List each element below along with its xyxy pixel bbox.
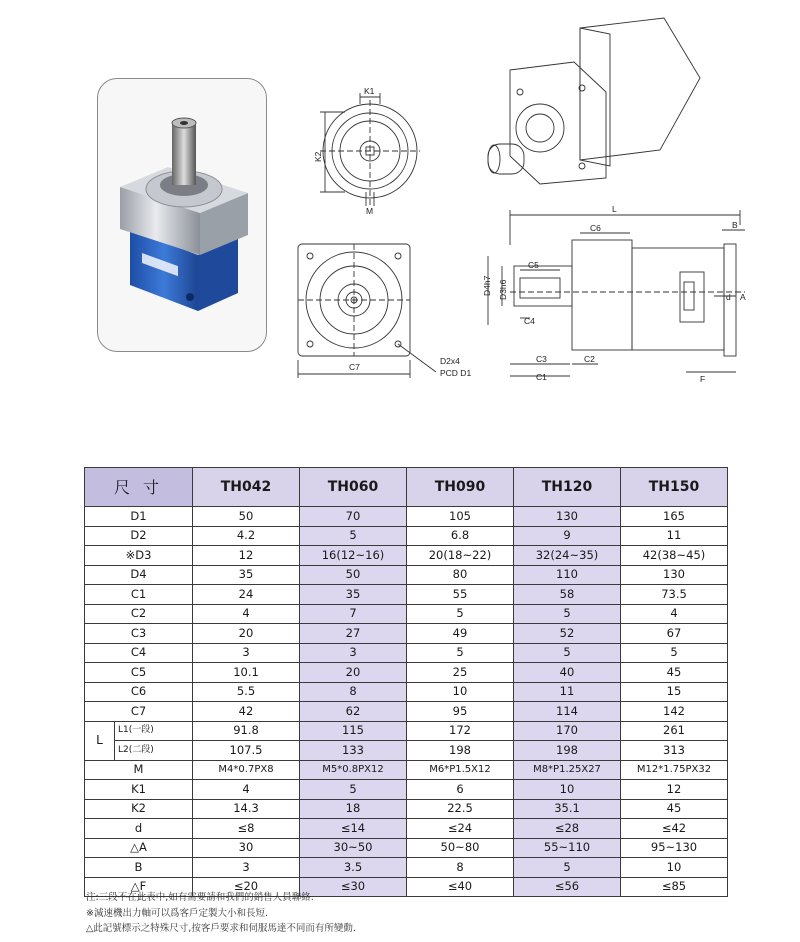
table-cell: 10 [514,780,621,800]
table-cell: 3 [193,858,300,878]
table-cell: 12 [621,780,728,800]
row-label: C6 [85,682,193,702]
label-c4: C4 [524,316,535,326]
table-cell: 198 [407,741,514,761]
table-cell: 16(12~16) [300,546,407,566]
table-row [85,780,728,800]
table-cell: 5 [407,643,514,663]
table-cell: 9 [514,526,621,546]
table-row [85,643,728,663]
footnote: 注:三段不在此表中,如有需要請和我們的銷售人員聯絡. [86,892,314,903]
table-cell: 198 [514,741,621,761]
table-cell: 70 [300,507,407,527]
table-row [85,838,728,858]
table-cell: 5 [514,643,621,663]
table-row [85,682,728,702]
table-cell: 12 [193,546,300,566]
label-d2x4: D2x4 [440,356,460,366]
table-cell: 55~110 [514,838,621,858]
table-cell: M5*0.8PX12 [300,760,407,780]
table-cell: 4 [621,604,728,624]
label-c7: C7 [349,362,360,372]
spec-table-body [85,507,728,897]
row-label: K2 [85,799,193,819]
table-cell: 172 [407,721,514,741]
table-cell: 130 [514,507,621,527]
input-flange-view [298,244,436,378]
table-cell: 5 [300,526,407,546]
footnotes [86,890,356,937]
table-cell: 18 [300,799,407,819]
table-cell: ≤85 [621,877,728,897]
row-label: ※D3 [85,546,193,566]
table-cell: 5 [300,780,407,800]
row-label: C2 [85,604,193,624]
model-header: TH120 [514,468,621,507]
table-cell: 73.5 [621,585,728,605]
table-cell: 95~130 [621,838,728,858]
row-sublabel: L2(二段) [115,741,193,761]
table-cell: ≤30 [300,877,407,897]
output-flange-view [320,93,420,206]
table-cell: 22.5 [407,799,514,819]
table-cell: 5.5 [193,682,300,702]
table-cell: 14.3 [193,799,300,819]
table-cell: 261 [621,721,728,741]
table-cell: 35 [193,565,300,585]
model-header: TH042 [193,468,300,507]
table-cell: 24 [193,585,300,605]
table-cell: 6.8 [407,526,514,546]
table-cell: 6 [407,780,514,800]
table-cell: ≤40 [407,877,514,897]
label-c3: C3 [536,354,547,364]
table-cell: 313 [621,741,728,761]
table-cell: 30 [193,838,300,858]
table-cell: 11 [621,526,728,546]
label-k2: K2 [313,151,323,162]
table-cell: 7 [300,604,407,624]
table-cell: 80 [407,565,514,585]
table-cell: 95 [407,702,514,722]
table-cell: ≤8 [193,819,300,839]
table-cell: 3 [193,643,300,663]
table-cell: M4*0.7PX8 [193,760,300,780]
row-label: △A [85,838,193,858]
table-cell: 11 [514,682,621,702]
table-cell: 45 [621,663,728,683]
table-cell: 4 [193,780,300,800]
row-label: C5 [85,663,193,683]
row-label: B [85,858,193,878]
table-row [85,858,728,878]
row-sublabel: L1(一段) [115,721,193,741]
model-header: TH150 [621,468,728,507]
row-label: D4 [85,565,193,585]
label-l: L [612,204,617,214]
table-cell: 142 [621,702,728,722]
table-cell: 50 [300,565,407,585]
table-cell: 3.5 [300,858,407,878]
table-cell: 110 [514,565,621,585]
label-m: M [366,206,374,216]
table-cell: ≤20 [193,877,300,897]
footnote: △此記號標示之特殊尺寸,按客戶要求和伺服馬達不同而有所變動. [86,923,356,934]
label-c6: C6 [590,223,601,233]
table-cell: 50~80 [407,838,514,858]
table-cell: 133 [300,741,407,761]
isometric-view [488,18,700,184]
table-cell: 10.1 [193,663,300,683]
table-cell: 49 [407,624,514,644]
row-label: C7 [85,702,193,722]
table-cell: 10 [407,682,514,702]
table-row [85,546,728,566]
row-label: d [85,819,193,839]
label-a: A [740,292,746,302]
table-cell: ≤14 [300,819,407,839]
label-f: F [700,374,706,384]
label-d4h7: D4h7 [482,275,492,296]
label-d3h6: D3h6 [498,279,508,300]
table-cell: 4 [193,604,300,624]
label-b: B [732,220,738,230]
table-cell: 8 [300,682,407,702]
table-cell: 91.8 [193,721,300,741]
table-cell: 52 [514,624,621,644]
table-cell: 107.5 [193,741,300,761]
table-row [85,760,728,780]
row-label: M [85,760,193,780]
label-pcd: PCD D1 [440,368,472,378]
table-row [85,526,728,546]
table-cell: 165 [621,507,728,527]
side-view [488,210,745,376]
table-cell: 25 [407,663,514,683]
table-row [85,585,728,605]
table-cell: ≤28 [514,819,621,839]
row-label: C4 [85,643,193,663]
table-cell: M12*1.75PX32 [621,760,728,780]
model-header: TH090 [407,468,514,507]
table-cell: 105 [407,507,514,527]
table-cell: 30~50 [300,838,407,858]
table-cell: 40 [514,663,621,683]
table-cell: 62 [300,702,407,722]
table-cell: 114 [514,702,621,722]
row-label: D1 [85,507,193,527]
table-row [85,799,728,819]
table-cell: 67 [621,624,728,644]
table-cell: 115 [300,721,407,741]
table-cell: 15 [621,682,728,702]
table-cell: 8 [407,858,514,878]
table-header-row [85,468,728,507]
table-cell: M6*P1.5X12 [407,760,514,780]
table-cell: M8*P1.25X27 [514,760,621,780]
table-cell: ≤24 [407,819,514,839]
table-cell: 20(18~22) [407,546,514,566]
table-row [85,565,728,585]
table-cell: 27 [300,624,407,644]
table-cell: 170 [514,721,621,741]
label-c2: C2 [584,354,595,364]
table-row [85,741,728,761]
table-cell: ≤42 [621,819,728,839]
row-label: D2 [85,526,193,546]
table-row [85,721,728,741]
table-cell: ≤56 [514,877,621,897]
table-cell: 5 [514,604,621,624]
table-cell: 42(38~45) [621,546,728,566]
table-cell: 42 [193,702,300,722]
label-k1: K1 [364,86,375,96]
table-cell: 35.1 [514,799,621,819]
row-label: C3 [85,624,193,644]
table-row [85,624,728,644]
table-row [85,702,728,722]
row-label: C1 [85,585,193,605]
technical-drawings [0,0,800,400]
footnote: ※減速機出力軸可以爲客戶定製大小和長短. [86,907,268,919]
table-row [85,819,728,839]
table-cell: 55 [407,585,514,605]
spec-table [84,467,728,897]
table-cell: 32(24~35) [514,546,621,566]
table-cell: 3 [300,643,407,663]
label-c5: C5 [528,260,539,270]
table-cell: 5 [514,858,621,878]
table-cell: 50 [193,507,300,527]
table-cell: 5 [621,643,728,663]
table-cell: 130 [621,565,728,585]
corner-header: 尺 寸 [85,468,193,507]
table-cell: 10 [621,858,728,878]
label-d: d [726,292,731,302]
table-cell: 20 [300,663,407,683]
label-c1: C1 [536,372,547,382]
table-cell: 45 [621,799,728,819]
table-cell: 20 [193,624,300,644]
table-cell: 4.2 [193,526,300,546]
table-row [85,604,728,624]
table-cell: 5 [407,604,514,624]
model-header: TH060 [300,468,407,507]
table-row [85,507,728,527]
table-row [85,663,728,683]
row-label: K1 [85,780,193,800]
table-cell: 58 [514,585,621,605]
row-group-label: L [85,721,115,760]
table-cell: 35 [300,585,407,605]
row-label: △F [85,877,193,897]
